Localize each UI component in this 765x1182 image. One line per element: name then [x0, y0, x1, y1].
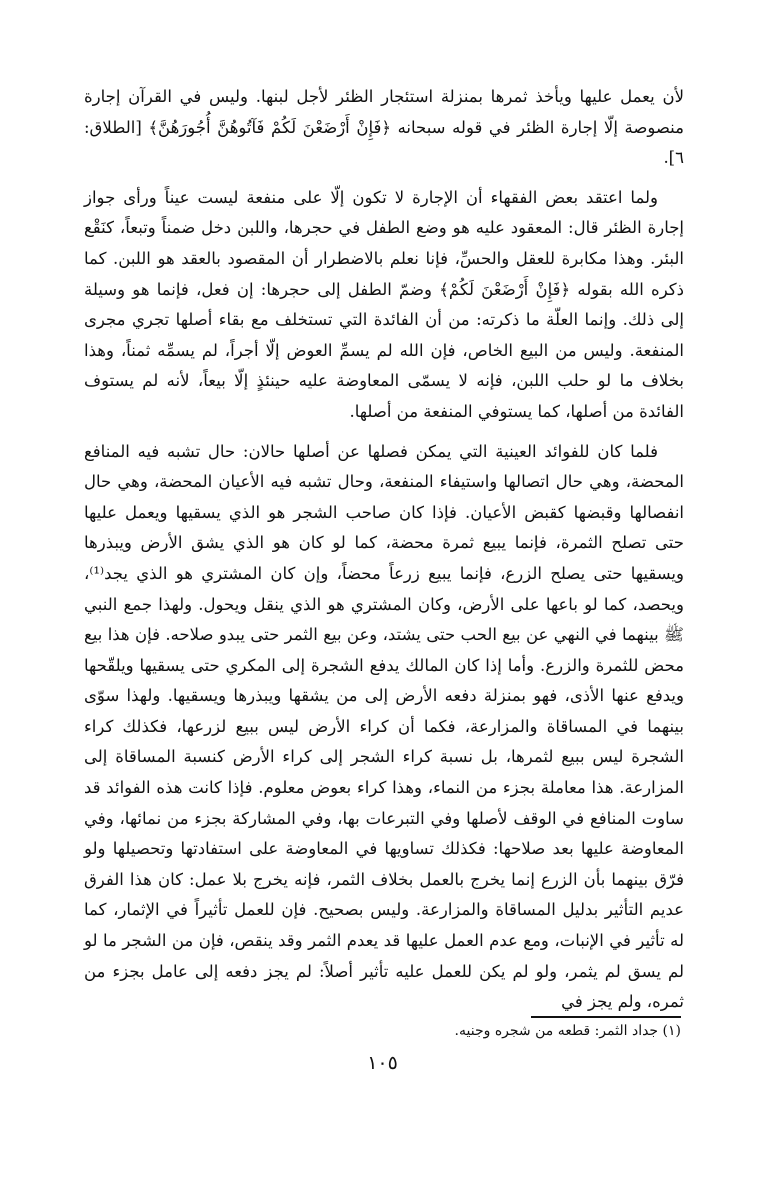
page-body: [84, 82, 684, 1027]
paragraph-3: فلما كان للفوائد العينية التي يمكن فصلها عن أصلها حالان: حال تشبه فيه المنافع المحضة، وهي حال اتصالها واستيفاء المنفعة، وحال تشبه فيه الأعيان المحضة، وهي حال انفصالها وقبضها كقبض الأعيان. فإذا كان صاحب الشجر هو الذي يسقيها ويعمل عليها حتى تصلح الثمرة، فإنما يبيع ثمرة محضة، كما لو كان هو الذي يشق الأرض ويبذرها ويسقيها حتى يصلح الزرع، فإنما يبيع زرعاً محضاً، وإن كان المشتري هو الذي يجد⁽¹⁾، ويحصد، كما لو باعها على الأرض، وكان المشتري هو الذي ينقل ويحول. ولهذا جمع النبي ﷺ بينهما في النهي عن بيع الحب حتى يشتد، وعن بيع الثمر حتى يبدو صلاحه. فإن هذا بيع محض للثمرة والزرع. وأما إذا كان المالك يدفع الشجرة إلى المكري حتى يسقيها ويلقّحها ويدفع عنها الأذى، فهو بمنزلة دفعه الأرض إلى من يشقها ويبذرها ويسقيها. ولهذا سوّى بينهما في المساقاة والمزارعة، فكما أن كراء الأرض ليس ببيع لزرعها، فكذلك كراء الشجرة ليس ببيع لثمرها، بل نسبة كراء الشجر إلى كراء الأرض كنسبة المساقاة إلى المزارعة. هذا معاملة بجزء من النماء، وهذا كراء بعوض معلوم. فإذا كانت هذه الفوائد قد ساوت المنافع في الوقف لأصلها وفي التبرعات بها، وفي المشاركة بجزء من نمائها، وفي المعاوضة عليها بعد صلاحها: فكذلك تساويها في المعاوضة على استفادتها وتحصيلها ولو فرّق بينهما بأن الزرع إنما يخرج بالعمل بخلاف الثمر، فإنه يخرج بلا عمل: كان هذا الفرق عديم التأثير بدليل المساقاة والمزارعة. وليس بصحيح. فإن للعمل تأثيراً في الإثمار، كما له تأثير في الإنبات، ومع عدم العمل عليها قد يعدم الثمر وقد ينقص، فإن من الشجر ما لو لم يسق لم يثمر، ولو لم يكن للعمل عليه تأثير أصلاً: لم يجز دفعه إلى عامل بجزء من ثمره، ولم يجز في: [84, 441, 684, 1012]
paragraph-1: لأن يعمل عليها ويأخذ ثمرها بمنزلة استئجار الظئر لأجل لبنها. وليس في القرآن إجارة منصوصة إلّا إجارة الظئر في قوله سبحانه ﴿فَإِنْ أَرْضَعْنَ لَكُمْ فَآتُوهُنَّ أُجُورَهُنَّ﴾ [الطلاق: ٦].: [84, 87, 684, 168]
footnote-divider: [531, 1016, 681, 1018]
paragraph-2: ولما اعتقد بعض الفقهاء أن الإجارة لا تكون إلّا على منفعة ليست عيناً ورأى جواز إجارة الظئر قال: المعقود عليه هو وضع الطفل في حجرها، واللبن دخل ضمناً وتبعاً، كنَقْع البئر. وهذا مكابرة للعقل والحسِّ، فإنا نعلم بالاضطرار أن المقصود بالعقد هو اللبن. كما ذكره الله بقوله ﴿فَإِنْ أَرْضَعْنَ لَكُمْ﴾ وضمّ الطفل إلى حجرها: إن فعل، فإنما هو وسيلة إلى ذلك. وإنما العلّة ما ذكرته: من أن الفائدة التي تستخلف مع بقاء أصلها تجري مجرى المنفعة. وليس من البيع الخاص، فإن الله لم يسمِّ العوض إلّا أجراً، لم يسمِّه ثمناً، وهذا بخلاف ما لو حلب اللبن، فإنه لا يسمّى المعاوضة عليه حينئذٍ إلّا بيعاً، لأنه لم يستوف الفائدة من أصلها، كما يستوفي المنفعة من أصلها.: [84, 187, 684, 421]
page-number: ١٠٥: [367, 1052, 398, 1074]
footnote: (١) جداد الثمر: قطعه من شجره وجنيه.: [454, 1023, 681, 1039]
